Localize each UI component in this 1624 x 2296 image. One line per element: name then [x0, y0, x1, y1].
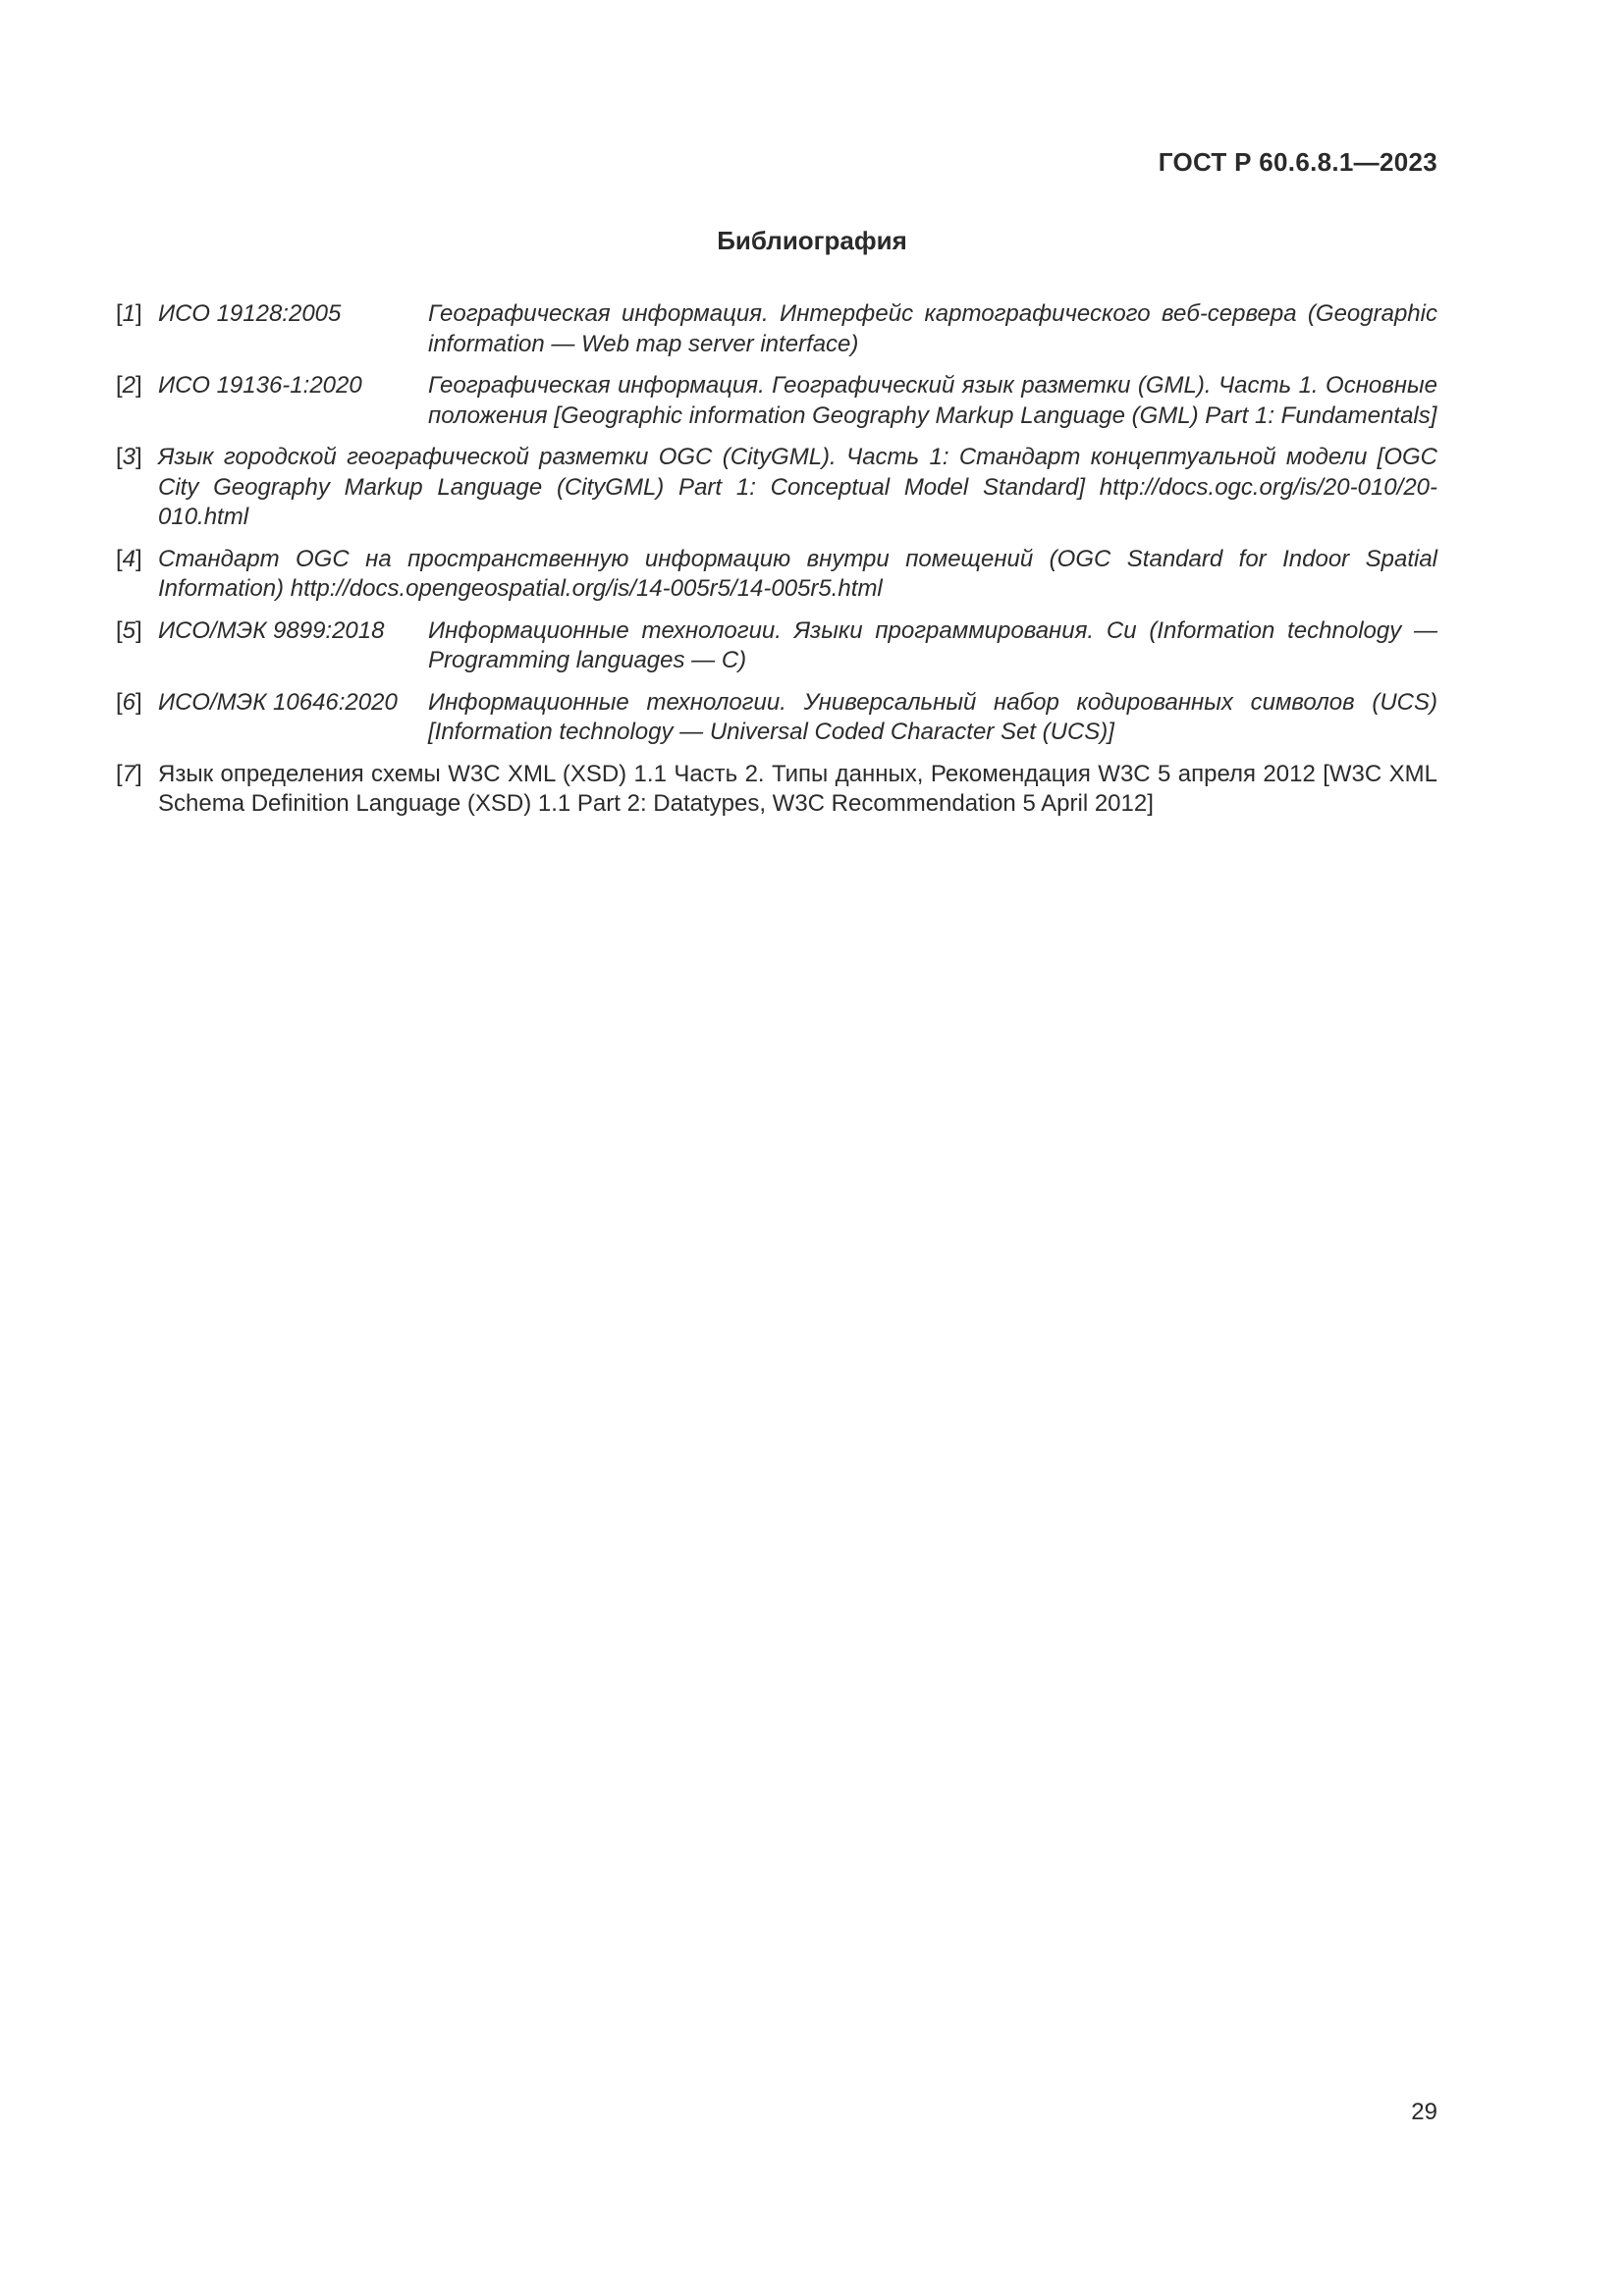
entry-number: [6]: [116, 688, 142, 716]
entry-number: [3]: [116, 444, 142, 470]
entry-title: Стандарт OGC на пространственную информацию внутри помещений (OGC Standard for Indoor Spatial Information) http://docs.opengeospatial.org/is/14-005r5/14-005r5.html: [158, 545, 1437, 602]
bibliography-entry-7: [116, 760, 1437, 820]
entry-document-code: ИСО 19128:2005: [158, 300, 342, 327]
entry-document-code: ИСО/МЭК 10646:2020: [158, 688, 398, 716]
entry-number: [1]: [116, 300, 142, 327]
entry-number: [2]: [116, 372, 142, 399]
standard-code-header: ГОСТ Р 60.6.8.1—2023: [1158, 147, 1437, 177]
bibliography-entry-1: [116, 299, 1437, 359]
entry-title: Географическая информация. Интерфейс картографического веб-сервера (Geographic information — Web map server interface): [428, 300, 1437, 357]
entry-title: Информационные технологии. Универсальный набор кодированных символов (UCS) [Information technology — Universal Coded Character Set (UCS)]: [428, 688, 1437, 745]
entry-document-code: ИСО/МЭК 9899:2018: [158, 616, 385, 644]
entry-number: [5]: [116, 616, 142, 644]
bibliography-entry-2: [116, 371, 1437, 431]
entry-number: [4]: [116, 545, 142, 572]
entry-number: [7]: [116, 760, 142, 787]
entry-title: Язык городской географической разметки OGC (CityGML). Часть 1: Стандарт концептуальной модели [OGC City Geography Markup Language (CityGML) Part 1: Conceptual Model Standard] http://docs.ogc.org/is/20-010/20-010.html: [158, 444, 1437, 530]
entry-title: Язык определения схемы W3C XML (XSD) 1.1 Часть 2. Типы данных, Рекомендация W3C 5 апреля 2012 [W3C XML Schema Definition Language (XSD) 1.1 Part 2: Datatypes, W3C Recommendation 5 April 2012]: [158, 760, 1437, 817]
bibliography-entry-3: [116, 443, 1437, 533]
bibliography-entry-4: [116, 545, 1437, 605]
section-title: Библиография: [717, 226, 907, 255]
bibliography-entry-6: [116, 688, 1437, 748]
bibliography-entry-5: [116, 616, 1437, 676]
entry-title: Информационные технологии. Языки программирования. Си (Information technology — Programming languages — C): [428, 616, 1437, 673]
entry-document-code: ИСО 19136-1:2020: [158, 372, 362, 399]
entry-title: Географическая информация. Географический язык разметки (GML). Часть 1. Основные положения [Geographic information Geography Markup Language (GML) Part 1: Fundamentals]: [428, 372, 1437, 429]
bibliography-list: [116, 299, 1437, 831]
page-number: 29: [1411, 2099, 1437, 2125]
